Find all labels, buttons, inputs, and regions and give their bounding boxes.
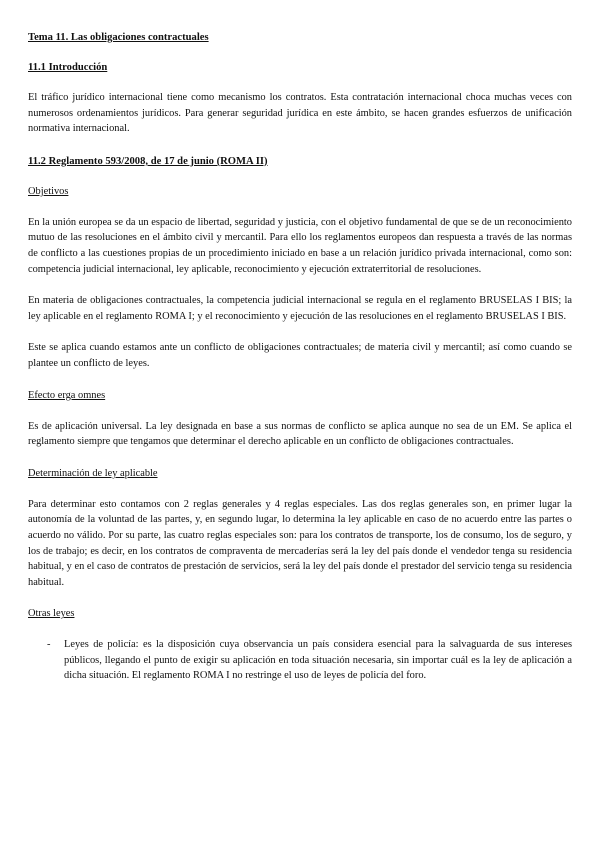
paragraph-objetivos-1: En la unión europea se da un espacio de libertad, seguridad y justicia, con el objetivo fundamental de que se de un reconocimiento mutuo de las resoluciones en el ámbito civil y mercantil. Para ello los reglamentos europeos dan respuesta a través de las normas de conflicto a las cuestiones propias de un procedimiento iniciado en base a un relación jurídico privada internacional, como son: competencia judicial internacional, ley aplicable, reconocimiento y ejecución extraterritorial de resoluciones.	[28, 216, 572, 275]
section-heading-introduccion: 11.1 Introducción	[28, 62, 108, 73]
bullet-dash: -	[47, 639, 51, 651]
list-item	[28, 637, 572, 684]
document-title: Tema 11. Las obligaciones contractuales	[28, 32, 209, 43]
section-heading-reglamento: 11.2 Reglamento 593/2008, de 17 de junio (ROMA II)	[28, 155, 268, 167]
paragraph-objetivos-2: En materia de obligaciones contractuales, la competencia judicial internacional se regula en el reglamento BRUSELAS I BIS; la ley aplicable en el reglamento ROMA I; y el reconocimiento y ejecución de las resoluciones en el reglamento BRUSELAS I BIS.	[28, 295, 572, 322]
document-page	[28, 30, 572, 684]
bullet-list-otras-leyes	[28, 637, 572, 684]
subsection-heading-erga-omnes: Efecto erga omnes	[28, 389, 106, 401]
subsection-heading-otras-leyes: Otras leyes	[28, 608, 75, 620]
paragraph-ley-aplicable: Para determinar esto contamos con 2 reglas generales y 4 reglas especiales. Las dos reglas generales son, en primer lugar la autonomía de la voluntad de las partes, y, en segundo lugar, lo determina la ley aplicable en caso de no acuerdo entre las partes o acuerdo no válido. Por su parte, las cuatro reglas especiales son: para los contratos de transporte, los de consumo, los de seguro, y los de trabajo; es decir, en los contratos de compraventa de mercaderías será la ley del país donde el vendedor tenga su residencia habitual, y en el caso de contratos de prestación de servicios, será la ley del país donde el prestador del servicio tenga su residencia habitual.	[28, 498, 572, 588]
paragraph-introduccion: El tráfico jurídico internacional tiene como mecanismo los contratos. Esta contratación internacional choca muchas veces con numerosos ordenamientos jurídicos. Para generar seguridad jurídica en este ámbito, se hacen grandes esfuerzos de unificación normativa internacional.	[28, 92, 572, 135]
subsection-heading-objetivos: Objetivos	[28, 185, 69, 197]
paragraph-objetivos-3: Este se aplica cuando estamos ante un conflicto de obligaciones contractuales; de materia civil y mercantil; así como cuando se plantee un conflicto de leyes.	[28, 342, 572, 369]
subsection-heading-ley-aplicable: Determinación de ley aplicable	[28, 467, 158, 479]
paragraph-erga-omnes: Es de aplicación universal. La ley designada en base a sus normas de conflicto se aplica aunque no sea de un EM. Se aplica el reglamento siempre que tengamos que determinar el derecho aplicable en un conflicto de obligaciones contractuales.	[28, 420, 572, 448]
bullet-text-leyes-policia: Leyes de policía: es la disposición cuya observancia un país considera esencial para la salvaguarda de sus intereses públicos, llegando el punto de exigir su aplicación en toda situación necesaria, sin importar cuál es la ley de aplicación a dicha situación. El reglamento ROMA I no restringe el uso de leyes de policía del foro.	[64, 639, 572, 682]
